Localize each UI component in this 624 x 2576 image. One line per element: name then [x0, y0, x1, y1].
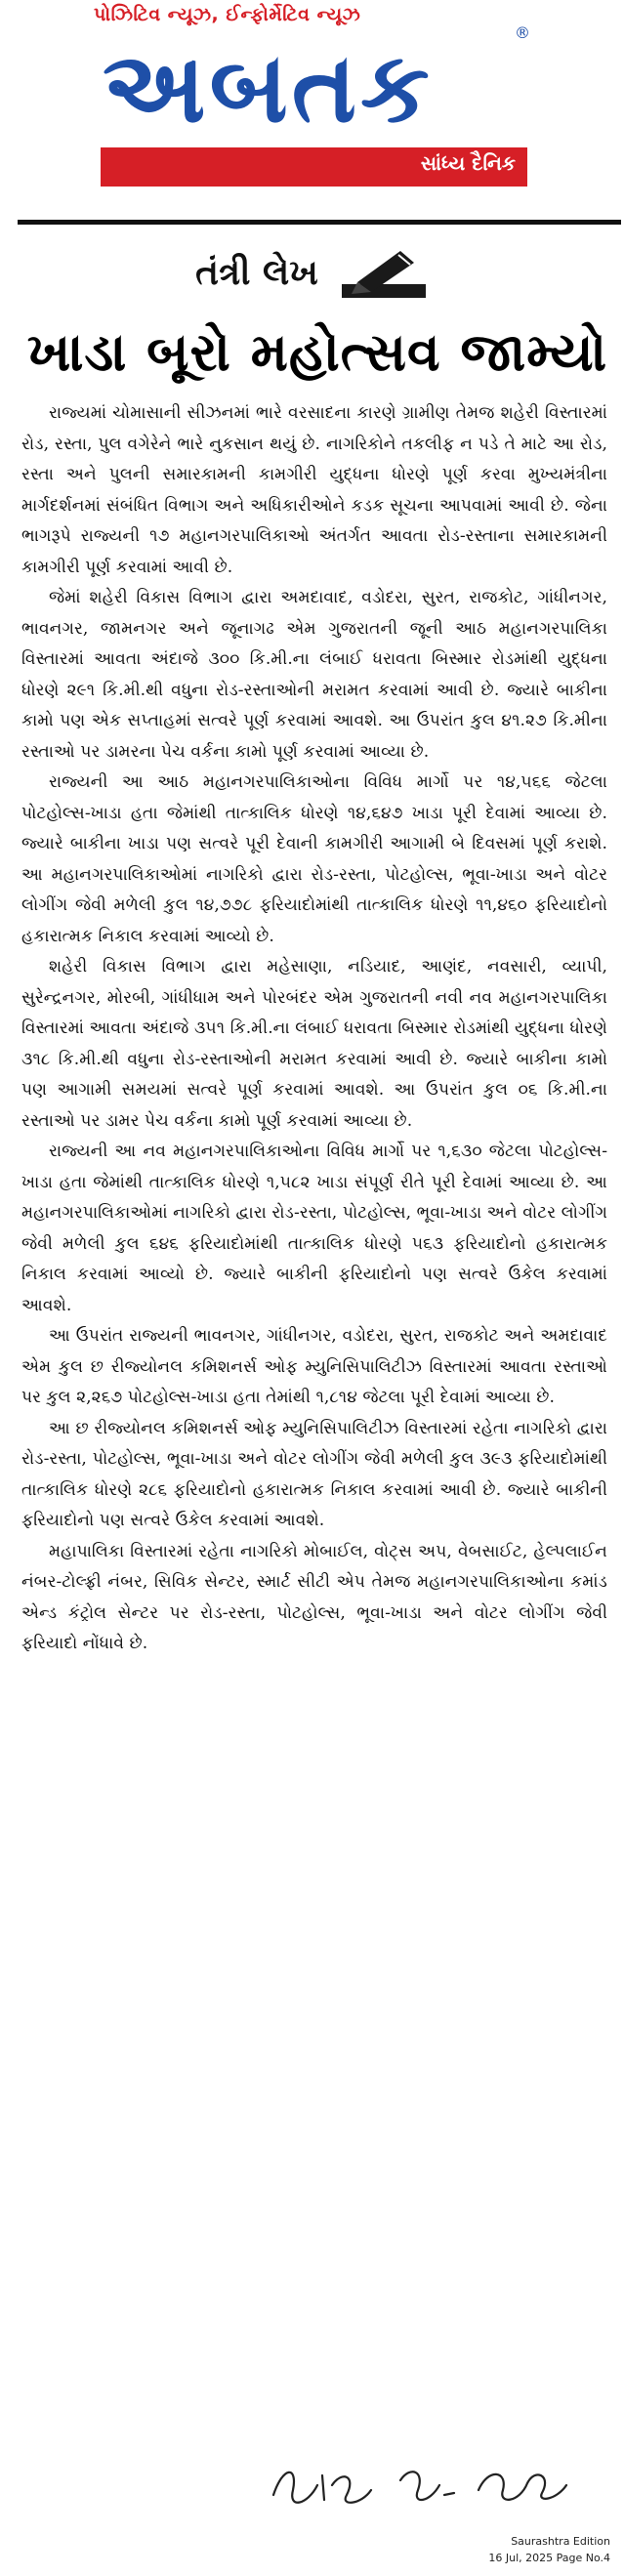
article-paragraph: શહેરી વિકાસ વિભાગ દ્વારા મહેસાણા, નડિયાદ, આણંદ, નવસારી, વ્યાપી, સુરેન્દ્રનગર, મોરબી, ગાંધીધામ અને પોરબંદર એમ ગુજરાતની નવી નવ મહાનગરપાલિકા વિસ્તારમાં આવતા અંદાજે ૩૫૧ કિ.મી.ના લંબાઈ ધરાવતા બિસ્માર રોડમાંથી યુદ્ધના ધોરણે ૩૧૮ કિ.મી.થી વધુના રોડ-રસ્તાઓની મરામત કરવામાં આવી છે. જ્યારે બાકીના કામો પણ આગામી સમયમાં સત્વરે પૂર્ણ કરવામાં આવશે. આ ઉપરાંત કુલ ૦૬ કિ.મી.ના રસ્તાઓ પર ડામર પેચ વર્કના કામો પૂર્ણ કરવામાં આવ્યા છે.	[21, 957, 607, 1131]
article-body	[21, 398, 607, 1660]
article-paragraph: મહાપાલિકા વિસ્તારમાં રહેતા નાગરિકો મોબાઈલ, વોટ્સ અપ, વેબસાઈટ, હેલ્પલાઈન નંબર-ટોલ્ફ્રી નંબર, સિવિક સેન્ટર, સ્માર્ટ સીટી એપ તેમજ મહાનગરપાલિકાઓના કમાંડ એન્ડ કંટ્રોલ સેન્ટર પર રોડ-રસ્તા, પોટહોલ્સ, ભૂવા-ખાડા અને વોટર લોગીંગ જેવી ફરિયાદો નોંધાવે છે.	[21, 1541, 607, 1653]
article-paragraph: રાજ્યની આ નવ મહાનગરપાલિકાઓના વિવિધ માર્ગો પર ૧,૬૩૦ જેટલા પોટહોલ્સ-ખાડા હતા જેમાંથી તાત્કાલિક ધોરણે ૧,૫૮૨ ખાડા સંપૂર્ણ રીતે પૂરી દેવામાં આવ્યા છે. આ મહાનગરપાલિકાઓમાં નાગરિકો દ્વારા રોડ-રસ્તા, પોટહોલ્સ, ભૂવા-ખાડા અને વોટર લોગીંગ જેવી મળેલી કુલ ૬૪૬ ફરિયાદોમાંથી તાત્કાલિક ધોરણે ૫૬૩ ફરિયાદોનો હકારાત્મક નિકાલ કરવામાં આવ્યો છે. જ્યારે બાકીની ફરિયાદોનો પણ સત્વરે ઉકેલ કરવામાં આવશે.	[21, 1142, 607, 1315]
editorial-label: તંત્રી લેખ	[195, 253, 318, 293]
article-paragraph: રાજ્યમાં ચોમાસાની સીઝનમાં ભારે વરસાદના કારણે ગ્રામીણ તેમજ શહેરી વિસ્તારમાં રોડ, રસ્તા, પુલ વગેરેને ભારે નુકસાન થયું છે. નાગરિકોને તકલીફ ન પડે તે માટે આ રોડ, રસ્તા અને પુલની સમારકામની કામગીરી યુદ્ધના ધોરણે પૂર્ણ કરવા મુખ્યમંત્રીના માર્ગદર્શનમાં સંબંધિત વિભાગ અને અધિકારીઓને કડક સૂચના આપવામાં આવી છે. જેના ભાગરૂપે રાજ્યની ૧૭ મહાનગરપાલિકાઓ અંતર્ગત આવતા રોડ-રસ્તાના સમારકામની કામગીરી પૂર્ણ કરવામાં આવી છે.	[21, 403, 607, 577]
footer-edition: Saurashtra Edition	[511, 2535, 610, 2548]
footer-date-page: 16 Jul, 2025 Page No.4	[488, 2552, 610, 2564]
masthead-tagline: પોઝિટિવ ન્યૂઝ, ઈન્ફોર્મેટિવ ન્યૂઝ	[94, 4, 361, 25]
masthead-subtitle: સાંધ્ય દૈનિક	[420, 151, 516, 175]
masthead-logo: અબતક	[103, 30, 434, 145]
handwritten-signature	[264, 2456, 586, 2519]
article-paragraph: રાજ્યની આ આઠ મહાનગરપાલિકાઓના વિવિધ માર્ગો પર ૧૪,૫૬૬ જેટલા પોટહોલ્સ-ખાડા હતા જેમાંથી તાત્કાલિક ધોરણે ૧૪,૬૪૭ ખાડા પૂરી દેવામાં આવ્યા છે. જ્યારે બાકીના ખાડા પણ સત્વરે પૂરી દેવાની કામગીરી આગામી બે દિવસમાં પૂર્ણ કરાશે. આ મહાનગરપાલિકાઓમાં નાગરિકો દ્વારા રોડ-રસ્તા, પોટહોલ્સ, ભૂવા-ખાડા અને વોટર લોગીંગ જેવી મળેલી કુલ ૧૪,૭૭૮ ફરિયાદોમાંથી તાત્કાલિક ધોરણે ૧૧,૪૬૦ ફરિયાદોનો હકારાત્મક નિકાલ કરવામાં આવ્યો છે.	[21, 772, 607, 946]
masthead	[0, 0, 624, 200]
article-paragraph: આ ઉપરાંત રાજ્યની ભાવનગર, ગાંધીનગર, વડોદરા, સુરત, રાજકોટ અને અમદાવાદ એમ કુલ છ રીજ્યોનલ કમિશનર્સ ઓફ મ્યુનિસિપાલિટીઝ વિસ્તારમાં આવતા રસ્તાઓ પર કુલ ૨,૨૬૭ પોટહોલ્સ-ખાડા હતા તેમાંથી ૧,૮૧૪ જેટલા પૂરી દેવામાં આવ્યા છે.	[21, 1326, 607, 1407]
header-rule	[18, 220, 621, 225]
registered-mark: ®	[515, 23, 530, 42]
article-paragraph: આ છ રીજ્યોનલ કમિશનર્સ ઓફ મ્યુનિસિપાલિટીઝ વિસ્તારમાં રહેતા નાગરિકો દ્વારા રોડ-રસ્તા, પોટહોલ્સ, ભૂવા-ખાડા અને વોટર લોગીંગ જેવી મળેલી કુલ ૩૯૩ ફરિયાદોમાંથી તાત્કાલિક ધોરણે ૨૮૬ ફરિયાદોનો હકારાત્મક નિકાલ કરવામાં આવી છે. જ્યારે બાકીની ફરિયાદોનો પણ સત્વરે ઉકેલ કરવામાં આવશે.	[21, 1418, 607, 1530]
headline: ખાડા બૂરો મહોત્સવ જામ્યો	[26, 321, 608, 383]
pen-icon	[340, 245, 430, 302]
editorial-header	[137, 239, 488, 308]
masthead-red-bar	[101, 147, 527, 187]
article-paragraph: જેમાં શહેરી વિકાસ વિભાગ દ્વારા અમદાવાદ, વડોદરા, સુરત, રાજકોટ, ગાંધીનગર, ભાવનગર, જામનગર અને જૂનાગઢ એમ ગુજરાતની જૂની આઠ મહાનગરપાલિકા વિસ્તારમાં આવતા અંદાજે ૩૦૦ કિ.મી.ના લંબાઈ ધરાવતા બિસ્માર રોડમાંથી યુદ્ધના ધોરણે ૨૯૧ કિ.મી.થી વધુના રોડ-રસ્તાઓની મરામત કરવામાં આવી છે. જ્યારે બાકીના કામો પણ એક સપ્તાહમાં સત્વરે પૂર્ણ કરવામાં આવશે. આ ઉપરાંત કુલ ૪૧.૨૭ કિ.મીના રસ્તાઓ પર ડામરના પેચ વર્કના કામો પૂર્ણ કરવામાં આવ્યા છે.	[21, 588, 607, 762]
